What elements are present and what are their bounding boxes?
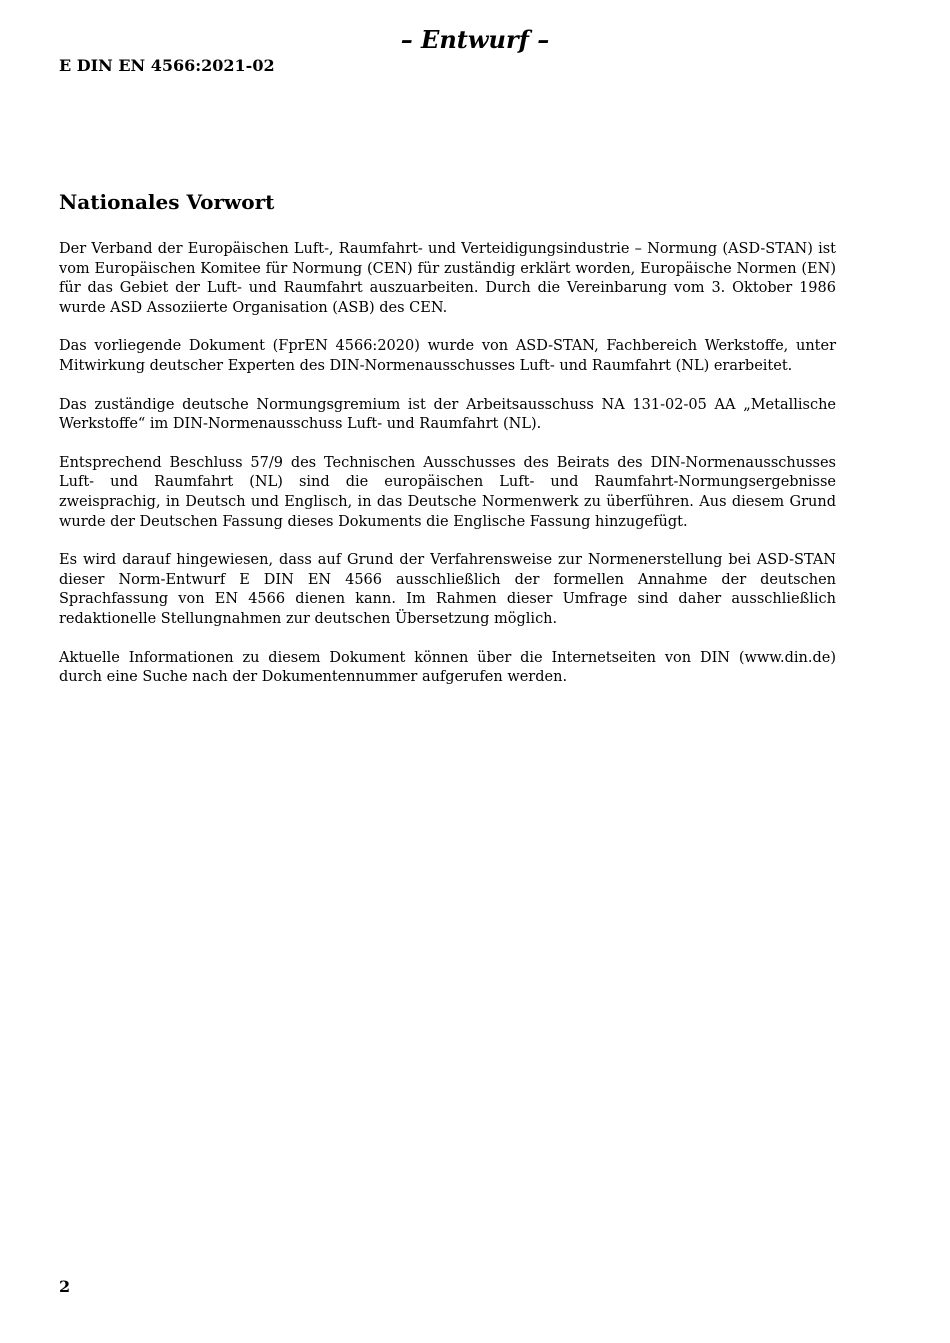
paragraph-bilingual-decision: Entsprechend Beschluss 57/9 des Technischen Ausschusses des Beirats des DIN-Normenausschusses Luft- und Raumfahrt (NL) sind die europäischen Luft- und Raumfahrt-Normungsergebnisse zweisprachig, in Deutsch und Englisch, in das Deutsche Normenwerk zu überführen. Aus diesem Grund wurde der Deutschen Fassung dieses Dokuments die Englische Fassung hinzugefügt. [59,454,836,530]
paragraph-draft-notice: Es wird darauf hingewiesen, dass auf Grund der Verfahrensweise zur Normenerstellung bei ASD-STAN dieser Norm-Entwurf E DIN EN 4566 ausschließlich der formellen Annahme der deutschen Sprachfassung von EN 4566 dienen kann. Im Rahmen dieser Umfrage sind daher ausschließlich redaktionelle Stellungnahmen zur deutschen Übersetzung möglich. [59,552,836,627]
page-number: 2 [59,1277,71,1296]
paragraph-asd-stan-mandate: Der Verband der Europäischen Luft-, Raumfahrt- und Verteidigungsindustrie – Normung (ASD-STAN) ist vom Europäischen Komitee für Normung (CEN) für zuständig erklärt worden, Europäische Normen (EN) für das Gebiet der Luft- und Raumfahrt auszuarbeiten. Durch die Vereinbarung vom 3. Oktober 1986 wurde ASD Assoziierte Organisation (ASB) des CEN. [59,241,836,316]
paragraph-document-origin: Das vorliegende Dokument (FprEN 4566:2020) wurde von ASD-STAN, Fachbereich Werkstoffe, unter Mitwirkung deutscher Experten des DIN-Normenausschusses Luft- und Raumfahrt (NL) erarbeitet. [59,338,836,374]
paragraph-current-information: Aktuelle Informationen zu diesem Dokument können über die Internetseiten von DIN (www.din.de) durch eine Suche nach der Dokumentennummer aufgerufen werden. [59,649,836,686]
document-identifier: E DIN EN 4566:2021-02 [59,56,275,75]
section-title: Nationales Vorwort [59,190,275,214]
draft-watermark-label: – Entwurf – [400,25,550,54]
foreword-body [59,240,836,707]
paragraph-responsible-committee: Das zuständige deutsche Normungsgremium ist der Arbeitsausschuss NA 131-02-05 AA „Metallische Werkstoffe“ im DIN-Normenausschuss Luft- und Raumfahrt (NL). [59,396,836,433]
